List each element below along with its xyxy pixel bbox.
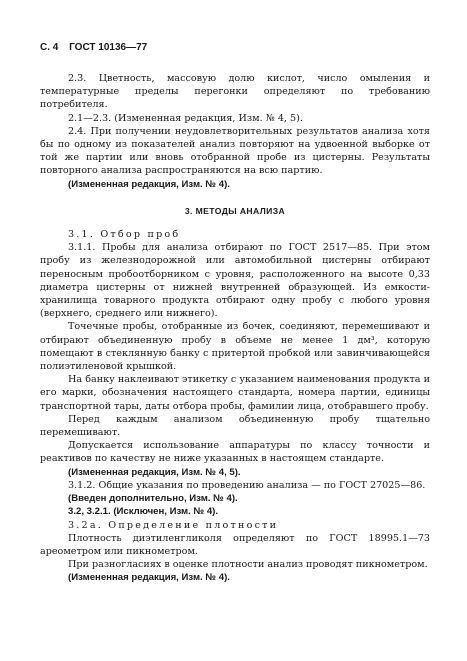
subsection-heading: 3.1. Отбор проб — [68, 229, 181, 241]
paragraph-2-4: 2.4. При получении неудовлетворительных результатов анализа хотя бы по одному из показателей анализ повторяют на удвоенной выборке от той же партии или вновь отобранной пробе из цистерны. Результаты повторного анализа распространяются на всю партию. — [40, 125, 430, 177]
amendment-note: (Введен дополнительно, Изм. № 4). — [68, 493, 238, 505]
paragraph: На банку наклеивают этикетку с указанием наименования продукта и его марки, обозначения настоящего стандарта, номера партии, единицы транспортной тары, даты отбора пробы, фамилии лица, отобравшего пробу. — [40, 374, 430, 412]
page-number: С. 4 — [40, 42, 59, 53]
document-body — [40, 72, 430, 585]
paragraph-3-1-1: 3.1.1. Пробы для анализа отбирают по ГОСТ 2517—85. При этом пробу из железнодорожной или автомобильной цистерны отбирают переносным пробоотборником с уровня, расположенного на высоте 0,33 диаметра цистерны от нижней внутренней образующей. Из емкости-хранилища товарного продукта отбирают одну пробу с любого уровня (верхнего, среднего или нижнего). — [40, 242, 430, 320]
paragraph-3-1-2: 3.1.2. Общие указания по проведению анализа — по ГОСТ 27025—86. — [68, 479, 426, 491]
amendment-note: 2.1—2.3. (Измененная редакция, Изм. № 4, 5). — [68, 112, 303, 124]
paragraph: Плотность диэтиленгликоля определяют по ГОСТ 18995.1—73 ареометром или пикнометром. — [40, 532, 430, 557]
paragraph: Допускается использование аппаратуры по классу точности и реактивов по качеству не ниже указанных в настоящем стандарте. — [40, 440, 430, 465]
amendment-note: 3.2, 3.2.1. (Исключен, Изм. № 4). — [68, 506, 219, 518]
paragraph: При разногласиях в оценке плотности анализ проводят пикнометром. — [68, 559, 428, 571]
amendment-note: (Измененная редакция, Изм. № 4, 5). — [68, 466, 241, 478]
section-heading: 3. МЕТОДЫ АНАЛИЗА — [184, 205, 286, 216]
subsection-heading: 3.2а. Определение плотности — [68, 519, 279, 531]
paragraph: Перед каждым анализом объединенную пробу тщательно перемешивают. — [40, 413, 430, 439]
amendment-note: (Измененная редакция, Изм. № 4). — [68, 178, 230, 190]
page-header — [40, 42, 155, 53]
paragraph-2-3: 2.3. Цветность, массовую долю кислот, число омыления и температурные пределы перегонки определяют по требованию потребителя. — [40, 73, 430, 111]
standard-number: ГОСТ 10136—77 — [69, 42, 148, 53]
amendment-note: (Измененная редакция, Изм. № 4). — [68, 572, 230, 584]
paragraph: Точечные пробы, отобранные из бочек, соединяют, перемешивают и отбирают объединенную пробу в объеме не менее 1 дм³, которую помещают в стеклянную банку с притертой пробкой или завинчивающейся полиэтиленовой крышкой. — [40, 321, 430, 373]
